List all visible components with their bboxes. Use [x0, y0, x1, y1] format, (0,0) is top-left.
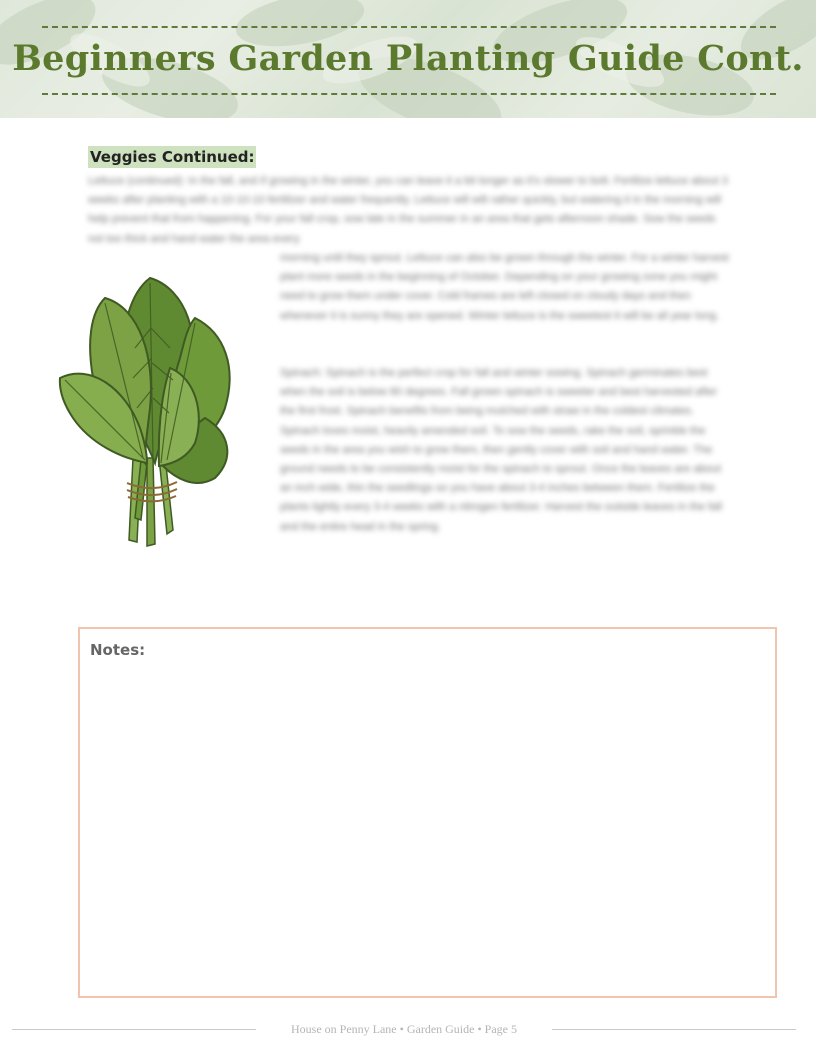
section-heading: Veggies Continued:	[90, 148, 255, 166]
header-top-dashed-rule	[42, 26, 776, 28]
lettuce-paragraph-continued: morning until they sprout. Lettuce can also be grown through the winter. For a winter harvest plant more seeds in the beginning of October. Depending on your growing zone you might need to grow them under cover. Cold frames are left closed on cloudy days and then whenever it is sunny they are opened. Winter lettuce is the sweetest it will be all year long.	[280, 252, 729, 322]
footer-rule-right	[552, 1029, 796, 1030]
header-banner	[0, 0, 816, 118]
notes-label: Notes:	[90, 641, 146, 659]
notes-box[interactable]	[78, 627, 777, 998]
spinach-paragraph: Spinach: Spinach is the perfect crop for fall and winter sowing. Spinach germinates best when the soil is below 80 degrees. Fall grown spinach is sweeter and best harvested after the first frost. Spinach benefits from being mulched with straw in the coldest climates. Spinach loves moist, heavily amended soil. To sow the seeds, rake the soil, sprinkle the seeds in the area you wish to grow them, then gently cover with soil and hand water. The ground needs to be consistently moist for the spinach to sprout. Once the leaves are about an inch wide, thin the seedlings so you have about 3-4 inches between them. Fertilize the plants lightly every 3-4 weeks with a nitrogen fertilizer. Harvest the outside leaves in the fall and the entire head in the spring.	[280, 367, 723, 533]
page-title: Beginners Garden Planting Guide Cont.	[12, 38, 804, 79]
footer-text: House on Penny Lane • Garden Guide • Page 5	[290, 1022, 517, 1036]
footer-rule-left	[12, 1029, 256, 1030]
lettuce-paragraph: Lettuce (continued): In the fall, and if growing in the winter, you can leave it a bit longer as it's slower to bolt. Fertilize lettuce about 3 weeks after planting with a 10-10-10 fertilizer and water frequently. Lettuce will wilt rather quickly, but watering it in the morning will help prevent that from happening. For your fall crop, sow late in the summer in an area that gets afternoon shade. Sow the seeds not too thick and hand water the area every	[88, 175, 728, 245]
header-bottom-dashed-rule	[42, 93, 776, 95]
spinach-bunch-illustration	[55, 268, 245, 553]
